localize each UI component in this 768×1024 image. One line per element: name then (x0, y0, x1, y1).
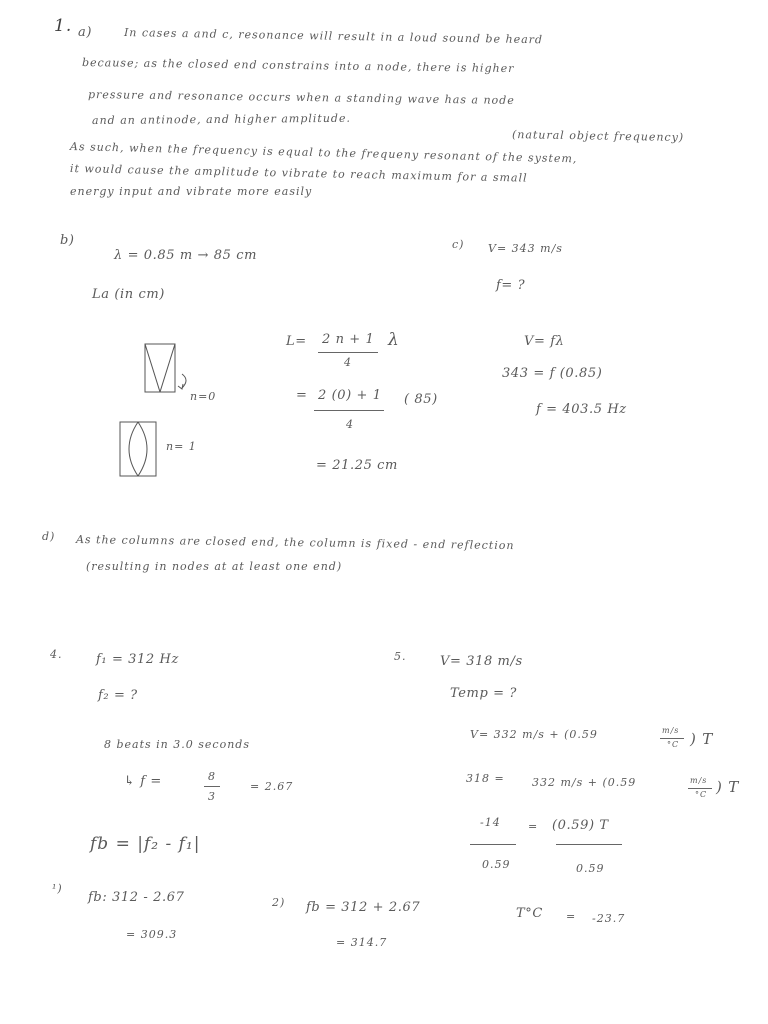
q4-beat-frequency-formula: fb = |f₂ - f₁| (90, 834, 201, 854)
q5-fraction-equals: = (528, 820, 539, 833)
q4-case-2-equation: fb = 312 + 2.67 (306, 900, 421, 915)
q5-result-value: -23.7 (592, 912, 626, 925)
q5-fraction-left-denominator: 0.59 (482, 858, 511, 871)
q5-equation-1-end: ) T (690, 730, 714, 748)
q4-f2: f₂ = ? (98, 688, 138, 703)
q5-equation-2-end: ) T (716, 778, 740, 796)
formula-fraction-bar (318, 352, 378, 353)
q5-fraction-right-denominator: 0.59 (576, 862, 605, 875)
q5-equation-2-unit-bar (688, 788, 712, 789)
part-a-line-7: energy input and vibrate more easily (70, 185, 313, 198)
part-a-line-4: and an antinode, and higher amplitude. (91, 111, 352, 127)
q5-fraction-left-numerator: -14 (480, 816, 501, 829)
question-4-number: 4. (50, 648, 63, 661)
substitution-equals: = (296, 388, 308, 403)
substitution-fraction-bar (314, 410, 384, 411)
part-a-note: (natural object frequency) (511, 128, 685, 145)
part-a-line-5: As such, when the frequency is equal to the frequeny resonant of the system, (69, 140, 578, 166)
part-b-label: b) (60, 233, 75, 248)
q5-fraction-right-bar (556, 844, 622, 845)
closed-pipe-diagrams (140, 340, 210, 480)
formula-denominator: 4 (344, 356, 352, 369)
formula-lambda: λ (388, 330, 400, 350)
q5-fraction-right-numerator: (0.59) T (552, 818, 609, 833)
q5-equation-1-unit-den: °C (667, 740, 680, 749)
part-c-frequency-unknown: f= ? (496, 278, 526, 293)
part-a-label: a) (78, 25, 93, 40)
pipe-n0-diagram (145, 344, 186, 392)
q5-result-lhs: T°C (516, 906, 543, 921)
question-5-number: 5. (394, 650, 407, 663)
part-d-line-2: (resulting in nodes at at least one end) (86, 560, 343, 573)
part-c-equation-3: f = 403.5 Hz (536, 402, 627, 417)
q5-result-equals: = (566, 910, 577, 923)
q5-equation-2-lhs: 318 = (466, 772, 505, 785)
substitution-value: ( 85) (404, 392, 438, 407)
q5-equation-1: V= 332 m/s + (0.59 (470, 728, 598, 741)
substitution-numerator: 2 (0) + 1 (318, 388, 382, 403)
substitution-denominator: 4 (346, 418, 354, 431)
q5-equation-2-unit-num: m/s (690, 776, 708, 785)
q4-fraction-result: = 2.67 (250, 780, 294, 793)
part-a-line-2: because; as the closed end constrains into a node, there is higher (81, 56, 515, 76)
q4-case-2-result: = 314.7 (336, 936, 388, 949)
part-d-label: d) (42, 530, 56, 543)
q5-velocity: V= 318 m/s (440, 654, 523, 669)
q4-beats: 8 beats in 3.0 seconds (104, 738, 250, 751)
formula-L-lhs: L= (286, 334, 307, 349)
part-c-label: c) (452, 238, 465, 251)
part-a-line-3: pressure and resonance occurs when a standing wave has a node (87, 88, 515, 107)
q5-equation-1-unit-bar (660, 738, 684, 739)
q4-fraction-numerator: 8 (208, 770, 216, 783)
part-c-equation-2: 343 = f (0.85) (502, 366, 603, 381)
q4-fraction-denominator: 3 (208, 790, 216, 803)
part-b-result: = 21.25 cm (316, 458, 398, 473)
part-b-wavelength: λ = 0.85 m → 85 cm (114, 248, 258, 263)
part-a-line-6: it would cause the amplitude to vibrate to reach maximum for a small (69, 162, 528, 185)
part-d-line-1: As the columns are closed end, the column is fixed - end reflection (75, 533, 515, 553)
q4-case-2-label: 2) (272, 896, 286, 909)
pipe-n1-diagram (120, 422, 156, 476)
q5-equation-2-rhs: 332 m/s + (0.59 (532, 776, 637, 789)
question-1-number: 1. (54, 16, 73, 36)
part-c-equation-1: V= fλ (524, 334, 565, 349)
formula-numerator: 2 n + 1 (322, 332, 375, 347)
q5-temp-unknown: Temp = ? (450, 686, 517, 701)
q5-equation-1-unit-num: m/s (662, 726, 680, 735)
q4-case-1-label: ¹) (52, 882, 63, 895)
q4-f1: f₁ = 312 Hz (96, 652, 179, 667)
pipe-n0-label: n=0 (190, 390, 217, 403)
q5-fraction-left-bar (470, 844, 516, 845)
part-c-velocity: V= 343 m/s (488, 242, 563, 255)
part-b-la: La (in cm) (92, 287, 165, 302)
q4-case-1-equation: fb: 312 - 2.67 (88, 890, 185, 905)
part-a-line-1: In cases a and c, resonance will result in a loud sound be heard (123, 26, 544, 47)
q4-fraction-bar (204, 786, 220, 787)
q5-equation-2-unit-den: °C (695, 790, 708, 799)
q4-case-1-result: = 309.3 (126, 928, 178, 941)
q4-arrow-f: ↳ f = (124, 774, 162, 789)
pipe-n1-label: n= 1 (166, 440, 197, 453)
